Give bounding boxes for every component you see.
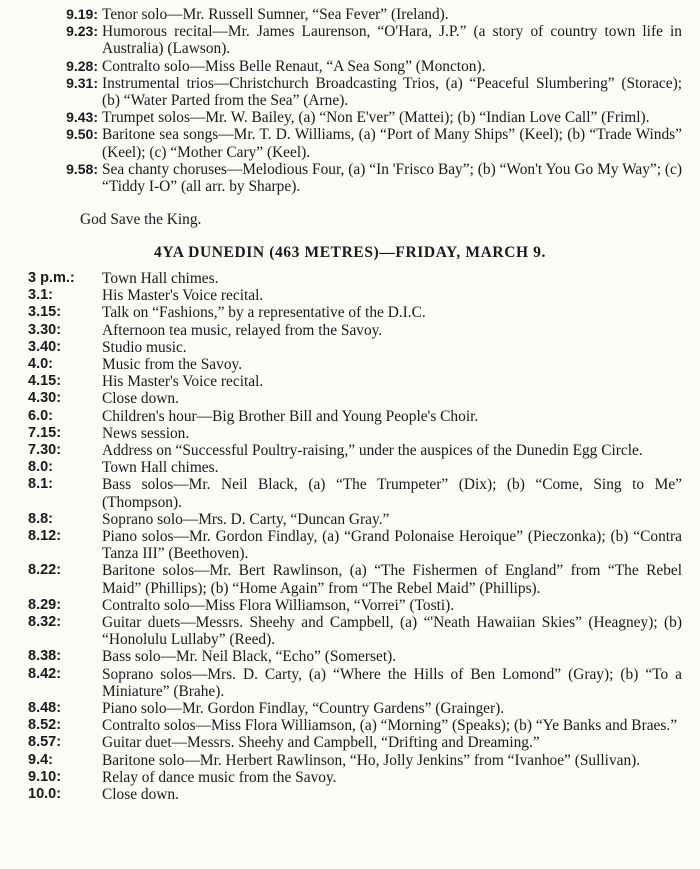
entry-description: Piano solos—Mr. Gordon Findlay, (a) “Grand Polonaise Heroique” (Pieczonka); (b) “Contra Tanza III” (Beethoven). [102, 528, 682, 563]
programme-entry [0, 786, 700, 803]
entry-description: Studio music. [102, 338, 187, 356]
entry-time: 8.52: [28, 717, 62, 734]
entry-description: Town Hall chimes. [102, 270, 219, 287]
entry-description: Close down. [102, 786, 179, 804]
entry-description: Soprano solo—Mrs. D. Carty, “Duncan Gray.” [102, 510, 390, 528]
programme-entry [0, 528, 700, 562]
entry-time: 4.15: [28, 373, 62, 390]
entry-time: 8.12: [28, 528, 62, 545]
entry-description: Children's hour—Big Brother Bill and Young People's Choir. [102, 407, 479, 425]
entry-time: 9.4: [28, 751, 53, 768]
programme-entry [0, 614, 700, 648]
programme-entry [0, 459, 700, 476]
entry-time: 9.50: [66, 126, 98, 143]
entry-time: 4.30: [28, 390, 62, 407]
entry-description: Bass solos—Mr. Neil Black, (a) “The Trumpeter” (Dix); (b) “Come, Sing to Me” (Thompson). [102, 476, 682, 511]
entry-time: 4.0: [28, 356, 53, 373]
programme-entry [0, 23, 700, 57]
programme-entry [0, 700, 700, 717]
entry-description: Contralto solo—Miss Belle Renaut, “A Sea Song” (Moncton). [102, 57, 486, 75]
entry-time: 6.0: [28, 407, 53, 424]
programme-entry [0, 752, 700, 769]
entry-time: 8.32: [28, 614, 62, 631]
entry-description: Address on “Successful Poultry-raising,” under the auspices of the Dunedin Egg Circle. [102, 442, 643, 460]
entry-description: Trumpet solos—Mr. W. Bailey, (a) “Non E'ver” (Mattei); (b) “Indian Love Call” (Friml). [102, 109, 650, 127]
entry-description: Baritone sea songs—Mr. T. D. Williams, (a) “Port of Many Ships” (Keel); (b) “Trade Winds” (Keel); (c) “Mother Cary” (Keel). [102, 126, 682, 161]
entry-time: 3 p.m.: [28, 270, 75, 286]
entry-description: Guitar duets—Messrs. Sheehy and Campbell, (a) “'Neath Hawaiian Skies” (Heagney); (b) “Honolulu Lullaby” (Reed). [102, 614, 682, 649]
programme-entry [0, 161, 700, 195]
programme-entry [0, 356, 700, 373]
entry-time: 9.31: [66, 74, 98, 91]
programme-entry [0, 322, 700, 339]
entry-time: 8.48: [28, 700, 62, 717]
entry-time: 3.1: [28, 287, 53, 304]
entry-time: 9.19: [66, 6, 98, 22]
entry-description: Talk on “Fashions,” by a representative of the D.I.C. [102, 304, 426, 322]
entry-description: News session. [102, 424, 190, 442]
entry-time: 10.0: [28, 786, 62, 803]
entry-description: Baritone solos—Mr. Bert Rawlinson, (a) “The Fishermen of England” from “The Rebel Maid” (Phillips); (b) “Home Again” from “The Rebel Maid” (Phillips). [102, 562, 682, 597]
programme-entry [0, 58, 700, 75]
entry-time: 8.42: [28, 665, 62, 682]
entry-description: Sea chanty choruses—Melodious Four, (a) “In 'Frisco Bay”; (b) “Won't You Go My Way”; (c) “Tiddy I-O” (all arr. by Sharpe). [102, 160, 682, 196]
entry-time: 9.43: [66, 109, 98, 126]
entry-description: Contralto solo—Miss Flora Williamson, “Vorrei” (Tosti). [102, 596, 455, 614]
programme-entry [0, 408, 700, 425]
entry-time: 3.40: [28, 338, 62, 355]
entry-description: Baritone solo—Mr. Herbert Rawlinson, “Ho, Jolly Jenkins” from “Ivanhoe” (Sullivan). [102, 751, 641, 769]
entry-description: Bass solo—Mr. Neil Black, “Echo” (Somerset). [102, 648, 397, 666]
entry-description: Guitar duet—Messrs. Sheehy and Campbell, “Drifting and Dreaming.” [102, 734, 540, 752]
entry-description: Town Hall chimes. [102, 459, 219, 477]
entry-description: Music from the Savoy. [102, 356, 243, 374]
entry-time: 8.1: [28, 476, 53, 493]
programme-entry [0, 75, 700, 109]
entry-time: 9.58: [66, 160, 98, 177]
christchurch-programme-continuation [0, 6, 700, 195]
entry-description: Tenor solo—Mr. Russell Sumner, “Sea Fever” (Ireland). [102, 6, 449, 23]
programme-entry [0, 734, 700, 751]
programme-entry [0, 390, 700, 407]
programme-entry [0, 304, 700, 321]
dunedin-programme [0, 270, 700, 803]
entry-time: 7.30: [28, 442, 62, 459]
programme-entry [0, 442, 700, 459]
programme-entry [0, 769, 700, 786]
entry-description: Close down. [102, 390, 179, 408]
programme-entry [0, 648, 700, 665]
entry-time: 8.22: [28, 562, 62, 579]
entry-time: 9.28: [66, 57, 98, 74]
programme-entry [0, 339, 700, 356]
entry-description: Piano solo—Mr. Gordon Findlay, “Country Gardens” (Grainger). [102, 700, 505, 718]
entry-description: Soprano solos—Mrs. D. Carty, (a) “Where the Hills of Ben Lomond” (Gray); (b) “To a Miniature” (Brahe). [102, 665, 682, 700]
entry-time: 8.0: [28, 459, 53, 476]
entry-description: Instrumental trios—Christchurch Broadcasting Trios, (a) “Peaceful Slumbering” (Storace); (b) “Water Parted from the Sea” (Arne). [102, 74, 682, 110]
programme-entry [0, 666, 700, 700]
entry-description: His Master's Voice recital. [102, 373, 264, 391]
programme-entry [0, 597, 700, 614]
entry-time: 8.29: [28, 596, 62, 613]
entry-description: Relay of dance music from the Savoy. [102, 768, 337, 786]
entry-description: Contralto solos—Miss Flora Williamson, (a) “Morning” (Speaks); (b) “Ye Banks and Braes.” [102, 717, 678, 735]
programme-entry [0, 287, 700, 304]
entry-description: Humorous recital—Mr. James Laurenson, “O'Hara, J.P.” (a story of country town life in Australia) (Lawson). [102, 23, 682, 58]
entry-time: 7.15: [28, 424, 62, 441]
entry-time: 3.30: [28, 321, 62, 338]
entry-time: 8.38: [28, 648, 62, 665]
entry-description: Afternoon tea music, relayed from the Savoy. [102, 321, 383, 339]
station-heading: 4YA DUNEDIN (463 METRES)—FRIDAY, MARCH 9. [154, 244, 546, 261]
programme-entry [0, 511, 700, 528]
entry-time: 9.23: [66, 23, 98, 40]
programme-entry [0, 373, 700, 390]
entry-time: 8.8: [28, 510, 53, 527]
programme-entry [0, 476, 700, 510]
programme-entry [0, 562, 700, 596]
programme-entry [0, 109, 700, 126]
programme-entry [0, 270, 700, 287]
closing-anthem: God Save the King. [80, 211, 202, 228]
entry-time: 9.10: [28, 768, 62, 785]
programme-entry [0, 425, 700, 442]
programme-entry [0, 717, 700, 734]
programme-entry [0, 6, 700, 23]
entry-description: His Master's Voice recital. [102, 287, 264, 305]
entry-time: 8.57: [28, 734, 62, 751]
entry-time: 3.15: [28, 304, 62, 321]
programme-entry [0, 126, 700, 160]
